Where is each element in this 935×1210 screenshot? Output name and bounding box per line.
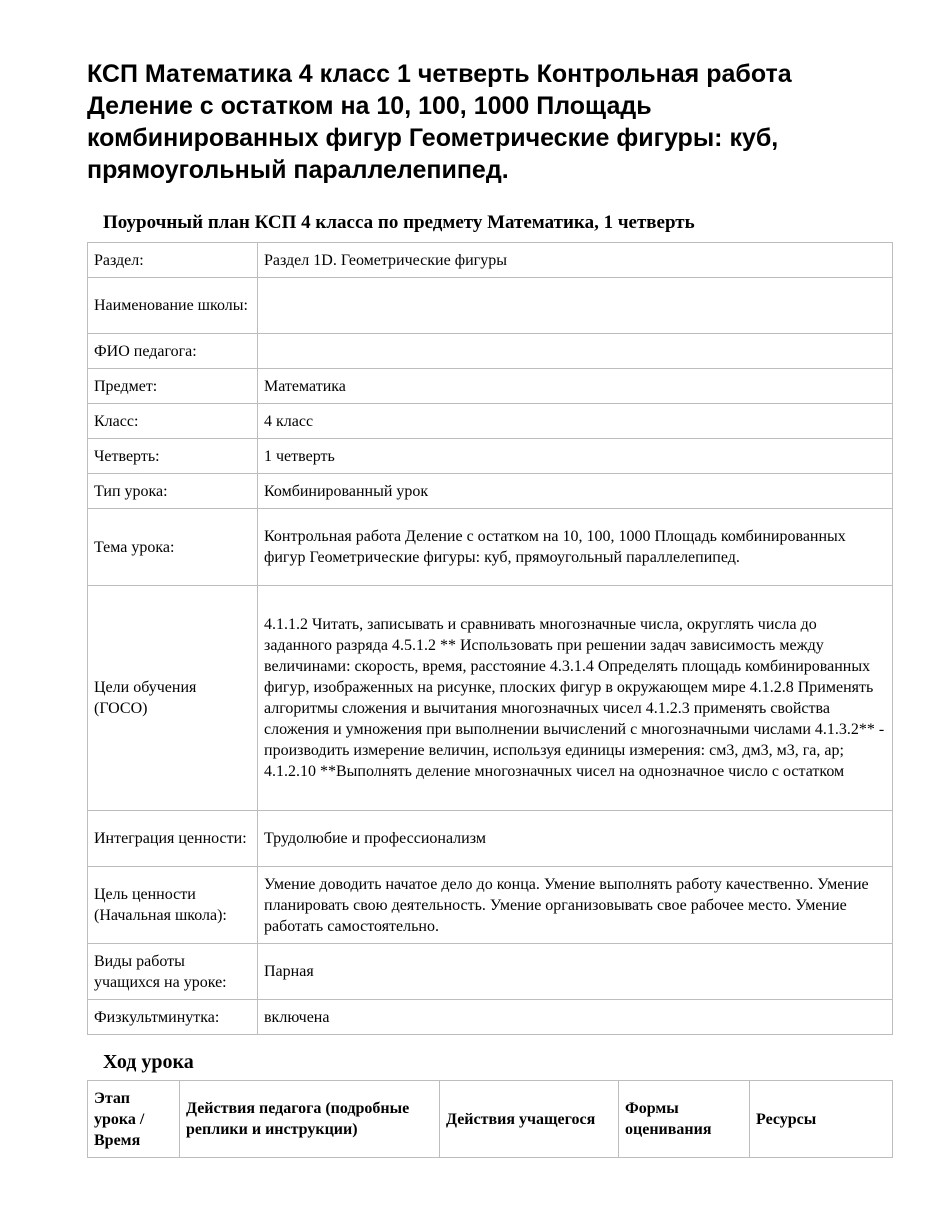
table-row bbox=[88, 404, 893, 439]
info-label: Наименование школы: bbox=[88, 278, 258, 334]
table-row bbox=[88, 944, 893, 1000]
table-row bbox=[88, 867, 893, 944]
info-value: 1 четверть bbox=[258, 439, 893, 474]
page-title: КСП Математика 4 класс 1 четверть Контрольная работа Деление с остатком на 10, 100, 1000 Площадь комбинированных фигур Геометрические фигуры: куб, прямоугольный параллелепипед. bbox=[87, 60, 792, 184]
info-label: Физкультминутка: bbox=[88, 1000, 258, 1035]
table-row bbox=[88, 811, 893, 867]
column-header: Формы оценивания bbox=[619, 1081, 750, 1158]
lesson-info-table bbox=[87, 242, 893, 1035]
table-row bbox=[88, 369, 893, 404]
info-label: Раздел: bbox=[88, 243, 258, 278]
info-value: Парная bbox=[258, 944, 893, 1000]
table-row bbox=[88, 334, 893, 369]
table-row bbox=[88, 509, 893, 586]
plan-subtitle: Поурочный план КСП 4 класса по предмету Математика, 1 четверть bbox=[103, 212, 695, 233]
info-label: Предмет: bbox=[88, 369, 258, 404]
info-label: Тип урока: bbox=[88, 474, 258, 509]
info-label: ФИО педагога: bbox=[88, 334, 258, 369]
info-value: Комбинированный урок bbox=[258, 474, 893, 509]
table-row bbox=[88, 278, 893, 334]
info-value: Трудолюбие и профессионализм bbox=[258, 811, 893, 867]
info-label: Цель ценности (Начальная школа): bbox=[88, 867, 258, 944]
info-label: Тема урока: bbox=[88, 509, 258, 586]
lesson-progress-heading: Ход урока bbox=[103, 1051, 194, 1073]
info-value: включена bbox=[258, 1000, 893, 1035]
info-label: Цели обучения (ГОСО) bbox=[88, 586, 258, 811]
info-label: Виды работы учащихся на уроке: bbox=[88, 944, 258, 1000]
info-value: 4.1.1.2 Читать, записывать и сравнивать многозначные числа, округлять числа до заданного разряда 4.5.1.2 ** Использовать при решении задач зависимость между величинами: скорость, время, расстояние 4.3.1.4 Определять площадь комбинированных фигур, изображенных на рисунке, плоских фигур в окружающем мире 4.1.2.8 Применять алгоритмы сложения и вычитания многозначных чисел 4.1.2.3 применять свойства сложения и умножения при выполнении вычислений с многозначными числами 4.1.3.2** - производить измерение величин, используя единицы измерения: см3, дм3, м3, га, ар; 4.1.2.10 **Выполнять деление многозначных чисел на однозначное число с остатком bbox=[258, 586, 893, 811]
column-header: Действия учащегося bbox=[440, 1081, 619, 1158]
info-label: Класс: bbox=[88, 404, 258, 439]
table-row bbox=[88, 243, 893, 278]
info-value bbox=[258, 278, 893, 334]
info-label: Четверть: bbox=[88, 439, 258, 474]
table-row bbox=[88, 474, 893, 509]
info-value bbox=[258, 334, 893, 369]
table-row bbox=[88, 1000, 893, 1035]
column-header: Ресурсы bbox=[750, 1081, 893, 1158]
table-row bbox=[88, 586, 893, 811]
lesson-progress-table bbox=[87, 1080, 893, 1158]
info-value: Контрольная работа Деление с остатком на 10, 100, 1000 Площадь комбинированных фигур Геометрические фигуры: куб, прямоугольный параллелепипед. bbox=[258, 509, 893, 586]
column-header: Этап урока / Время bbox=[88, 1081, 180, 1158]
table-header-row bbox=[88, 1081, 893, 1158]
column-header: Действия педагога (подробные реплики и инструкции) bbox=[180, 1081, 440, 1158]
info-value: Раздел 1D. Геометрические фигуры bbox=[258, 243, 893, 278]
info-value: Математика bbox=[258, 369, 893, 404]
info-value: 4 класс bbox=[258, 404, 893, 439]
info-value: Умение доводить начатое дело до конца. Умение выполнять работу качественно. Умение планировать свою деятельность. Умение организовывать свое рабочее место. Умение работать самостоятельно. bbox=[258, 867, 893, 944]
table-row bbox=[88, 439, 893, 474]
info-label: Интеграция ценности: bbox=[88, 811, 258, 867]
